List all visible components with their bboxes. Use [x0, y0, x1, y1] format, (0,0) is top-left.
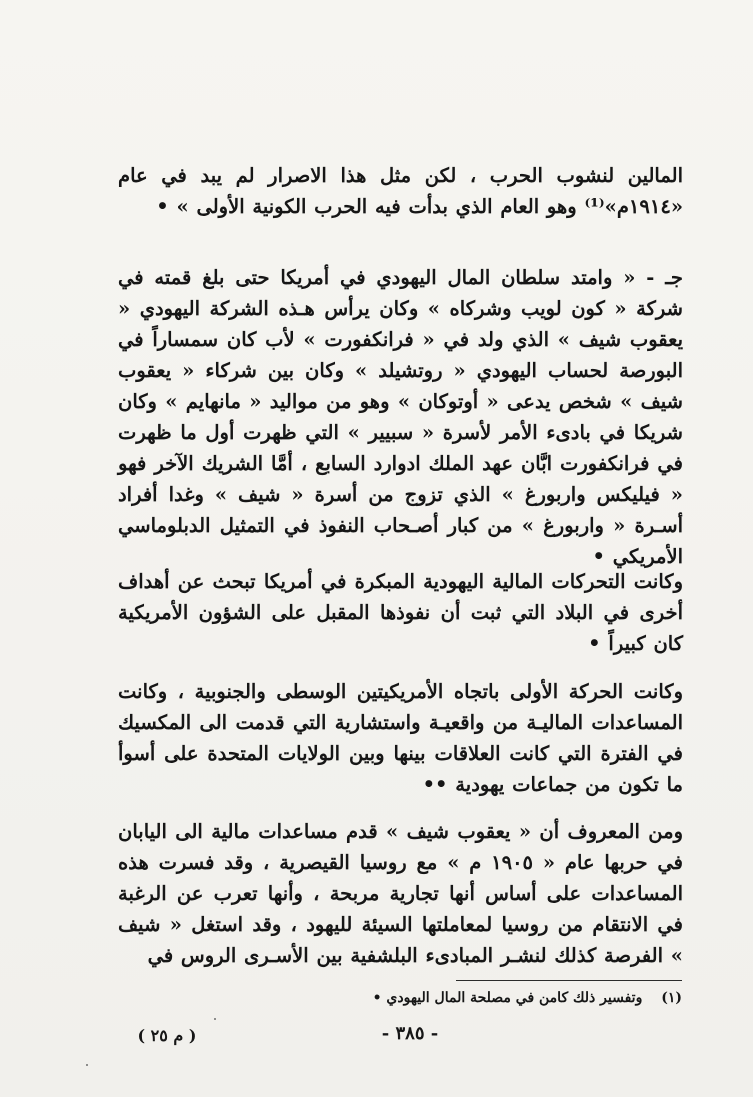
footnote-number: (١) — [661, 990, 682, 1006]
paragraph-1: المالين لنشوب الحرب ، لكن مثل هذا الاصرار لم يبد في عام «١٩١٤م»⁽¹⁾ وهو العام الذي بدأت فيه الحرب الكونية الأولى » • — [118, 164, 683, 218]
paragraph-2: جـ - « وامتد سلطان المال اليهودي في أمريكا حتى بلغ قمته في شركة « كون لويب وشركاه » وكان يرأس هـذه الشركة اليهودي « يعقوب شيف » الذي ولد في « فرانكفورت » لأب كان سمساراً في البورصة لحساب اليهودي « روتشيلد » وكان بين شركاء « يعقوب شيف » شخص يدعى « أوتوكان » وهو من مواليد « مانهايم » وكان شريكا في بادىء الأمر لأسرة « سبيير » التي ظهرت أول ما ظهرت في فرانكفورت ابَّان عهد الملك ادوارد السابع ، أمَّا الشريك الآخر فهو « فيليكس واربورغ » الذي تزوج من أسرة « شيف » وغدا أفراد أسـرة « واربورغ » من كبار أصـحاب النفوذ في التمثيل الدبلوماسي الأمريكي • — [118, 266, 683, 568]
paragraph-4: وكانت الحركة الأولى باتجاه الأمريكيتين الوسطى والجنوبية ، وكانت المساعدات الماليـة من واقعيـة واستشارية التي قدمت الى المكسيك في الفترة التي كانت العلاقات بينها وبين الولايات المتحدة على أسوأ ما تكون من جماعات يهودية •• — [118, 680, 683, 796]
footnote-divider — [456, 980, 682, 981]
paragraph-3: وكانت التحركات المالية اليهودية المبكرة في أمريكا تبحث عن أهداف أخرى في البلاد التي ثبت أن نفوذها المقبل على الشؤون الأمريكية كان كبيراً • — [118, 570, 683, 655]
scan-speck — [86, 1064, 88, 1066]
scan-speck — [214, 1018, 216, 1020]
paragraph-5: ومن المعروف أن « يعقوب شيف » قدم مساعدات مالية الى اليابان في حربها عام « ١٩٠٥ م » مع روسيا القيصرية ، وقد فسرت هذه المساعدات على أساس أنها تجارية مربحة ، وأنها تعرب عن الرغبة في الانتقام من روسيا لمعاملتها السيئة لليهود ، وقد استغل « شيف » الفرصة كذلك لنشـر المبادىء البلشفية بين الأسـرى الروس في — [118, 820, 683, 967]
page-number: - ٣٨٥ - — [381, 1023, 439, 1044]
footnote — [330, 987, 682, 1009]
footnote-text: وتفسير ذلك كامن في مصلحة المال اليهودي • — [372, 990, 643, 1006]
signature-mark: ( م ٢٥ ) — [137, 1026, 197, 1045]
